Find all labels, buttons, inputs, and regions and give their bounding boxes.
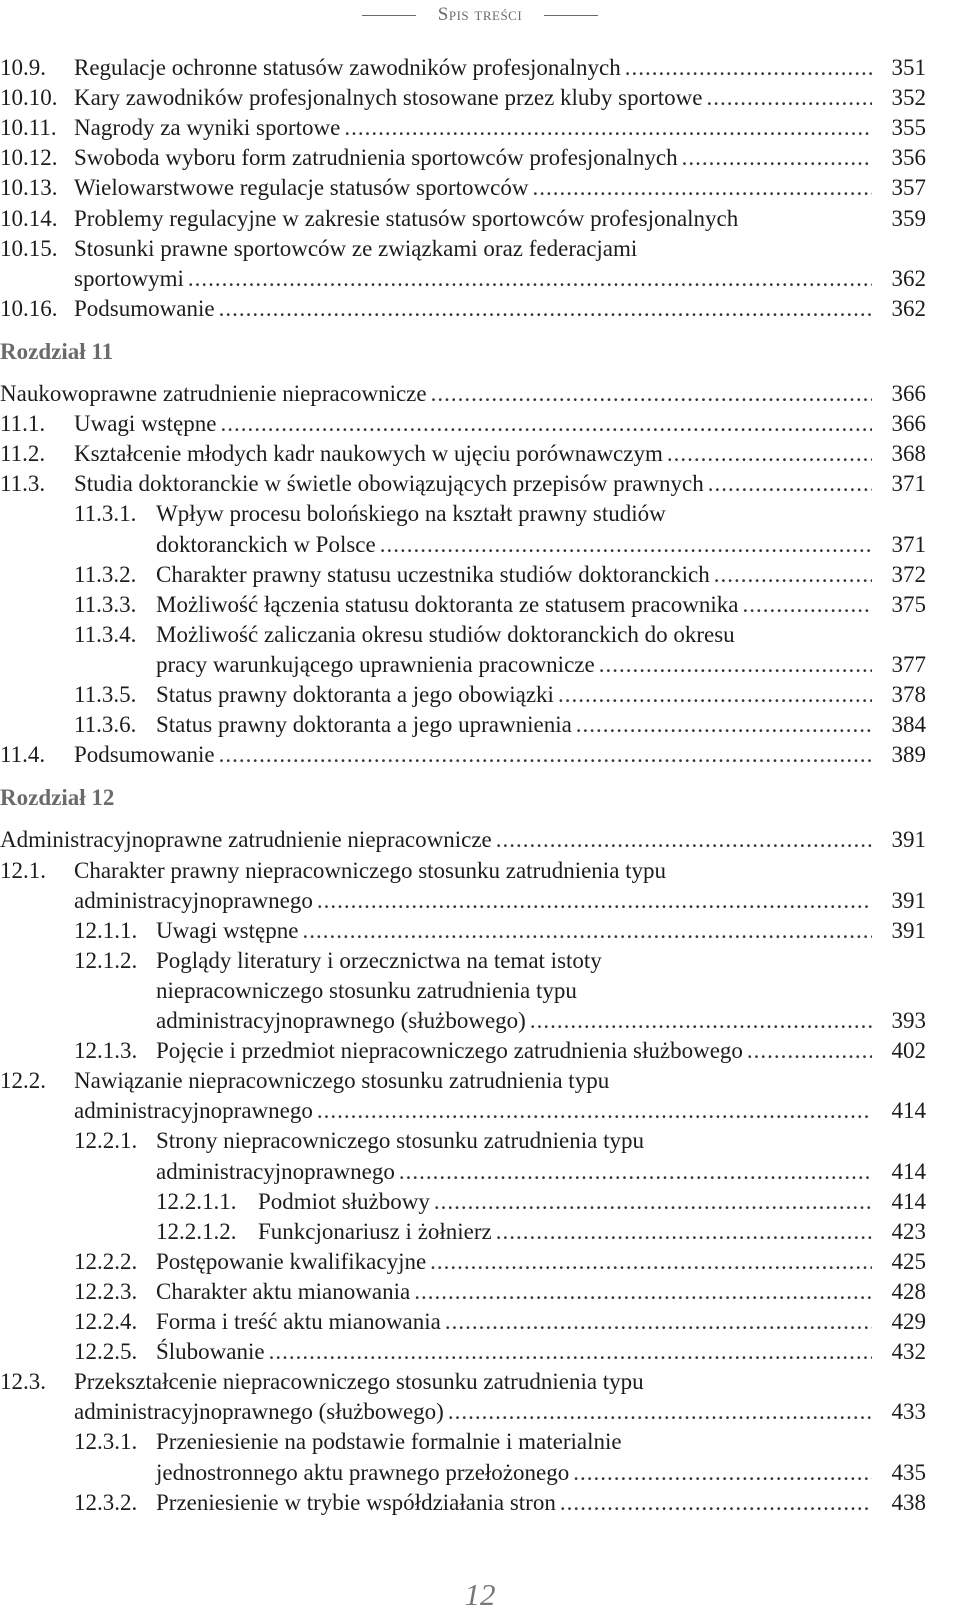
toc-entry-number: 11.4. [0,742,46,768]
toc-entry-page: 362 [891,265,926,291]
toc-entry-page: 438 [891,1489,926,1515]
toc-entry-title: Poglądy literatury i orzecznictwa na temat istoty [156,947,602,973]
leader-dots [742,589,872,620]
toc-entry-title: Status prawny doktoranta a jego obowiązki [156,682,554,707]
leader-dots [344,112,872,143]
toc-entry[interactable] [0,1216,960,1247]
toc-entry-page: 414 [891,1188,926,1214]
toc-entry[interactable] [0,1276,960,1307]
toc-entry-number: 10.15. [0,235,58,261]
toc-entry-title: administracyjnoprawnego [156,1158,395,1184]
toc-entry[interactable] [0,1095,960,1126]
toc-entry-page: 372 [891,561,926,587]
toc-entry-page: 432 [891,1339,926,1365]
toc-entry-title: Podsumowanie [74,742,215,768]
leader-dots [302,915,872,946]
toc-entry[interactable] [0,52,960,83]
toc-entry-page: 414 [891,1098,926,1124]
toc-entry[interactable] [0,739,960,770]
toc-entry-title: administracyjnoprawnego [74,1098,313,1124]
toc-entry-number: 12.1.3. [74,1038,138,1064]
leader-dots [431,378,872,409]
leader-dots [496,824,872,855]
toc-entry-number: 12.2.1.2. [156,1218,237,1244]
toc-entry[interactable] [0,619,960,650]
toc-entry[interactable] [0,885,960,916]
toc-entry-title: Podmiot służbowy [258,1188,430,1214]
toc-entry-page: 414 [891,1158,926,1184]
toc-entry-page: 391 [891,827,926,853]
leader-dots [445,1306,872,1337]
toc-entry-page: 429 [891,1309,926,1334]
toc-entry-number: 12.2.5. [74,1339,138,1365]
toc-entry-title: Administracyjnoprawne zatrudnienie niepracownicze [0,827,492,853]
leader-dots [317,1095,872,1126]
toc-entry-page: 366 [891,381,926,406]
toc-entry-page: 356 [891,145,926,171]
leader-dots [707,82,873,113]
toc-entry-title: Możliwość łączenia statusu doktoranta ze statusem pracownika [156,591,739,617]
toc-entry-page: 352 [891,85,926,111]
toc-entry-title: Przeniesienie na podstawie formalnie i materialnie [156,1429,622,1455]
leader-dots [714,559,872,590]
toc-entry[interactable] [0,589,960,620]
toc-entry-number: 10.9. [0,55,46,80]
leader-dots [667,438,872,469]
toc-entry-title: Strony niepracowniczego stosunku zatrudnienia typu [156,1128,644,1154]
toc-entry[interactable] [0,649,960,680]
leader-dots [448,1396,872,1427]
toc-entry-page: 391 [891,917,926,943]
toc-entry[interactable] [0,945,960,976]
toc-entry[interactable] [0,529,960,560]
toc-entry-title: Charakter prawny statusu uczestnika studiów doktoranckich [156,561,710,587]
leader-dots [399,1156,872,1187]
toc-entry[interactable] [0,1366,960,1397]
leader-dots [576,709,872,740]
toc-entry-number: 10.13. [0,175,58,201]
toc-entry-page: 435 [891,1459,926,1485]
toc-entry[interactable] [0,1246,960,1277]
toc-entry-number: 11.1. [0,411,46,437]
toc-entry-number: 11.3.2. [74,561,137,587]
leader-dots [708,468,872,499]
leader-dots [414,1276,872,1307]
toc-entry-number: 10.12. [0,145,58,171]
toc-entry-title: Podsumowanie [74,295,215,321]
toc-entry-title: administracyjnoprawnego [74,887,313,913]
leader-dots [496,1216,872,1247]
toc-entry[interactable] [0,1035,960,1066]
leader-dots [269,1336,872,1367]
toc-entry-title: Ślubowanie [156,1339,265,1365]
toc-entry-number: 10.10. [0,85,58,111]
toc-entry-page: 425 [891,1248,926,1274]
toc-entry-number: 12.2.2. [74,1248,138,1274]
toc-entry[interactable] [0,975,960,1006]
toc-entry-number: 12.1.2. [74,947,138,973]
toc-entry-title: Funkcjonariusz i żołnierz [258,1218,492,1244]
leader-dots [219,739,872,770]
toc-entry-number: 11.3.4. [74,621,137,647]
toc-entry-page: 351 [891,55,926,80]
toc-entry-number: 12.1. [0,857,46,883]
toc-entry-title: sportowymi [74,265,184,291]
toc-entry-title: Pojęcie i przedmiot niepracowniczego zatrudnienia służbowego [156,1038,743,1064]
toc-entry-page: 371 [891,471,926,497]
toc-entry-title: Uwagi wstępne [156,917,299,943]
toc-entry[interactable] [0,203,960,234]
toc-entry-number: 12.2.3. [74,1278,138,1304]
header-rule-left [362,15,416,16]
toc-entry[interactable] [0,1336,960,1367]
toc-entry[interactable] [0,1426,960,1457]
toc-entry-number: 11.3.1. [74,501,137,527]
toc-entry-title: Charakter aktu mianowania [156,1278,411,1304]
toc-entry-title: jednostronnego aktu prawnego przełożonego [156,1459,570,1485]
toc-entry[interactable] [0,1306,960,1337]
toc-entry[interactable] [0,498,960,529]
toc-entry-number: 11.3.5. [74,682,137,707]
toc-entry-page: 371 [891,531,926,557]
toc-entry-page: 375 [891,591,926,617]
toc-entry-title: Nagrody za wyniki sportowe [74,115,341,141]
toc-entry-page: 359 [891,205,926,231]
toc-entry-page: 355 [891,115,926,141]
toc-entry-page: 393 [891,1008,926,1033]
toc-entry-page: 378 [891,682,926,707]
toc-entry-title: Regulacje ochronne statusów zawodników profesjonalnych [74,55,621,80]
toc-entry-title: doktoranckich w Polsce [156,531,376,557]
leader-dots [530,1005,872,1036]
toc-entry-title: Nawiązanie niepracowniczego stosunku zatrudnienia typu [74,1068,610,1094]
running-header [0,0,960,30]
toc-entry[interactable] [0,1065,960,1096]
toc-entry-title: Wpływ procesu bolońskiego na kształt prawny studiów [156,501,666,527]
toc-entry-title: Forma i treść aktu mianowania [156,1309,441,1334]
toc-entry-page: 362 [891,295,926,321]
toc-entry[interactable] [0,408,960,439]
toc-entry-number: 12.3.1. [74,1429,138,1455]
toc-entry[interactable] [0,438,960,469]
toc-entry-page: 389 [891,742,926,768]
toc-entry-page: 357 [891,175,926,201]
toc-entry[interactable] [0,233,960,264]
toc-entry-number: 10.11. [0,115,57,141]
toc-entry-title: Stosunki prawne sportowców ze związkami oraz federacjami [74,235,638,261]
toc-entry[interactable] [0,1156,960,1187]
toc-entry[interactable] [0,1396,960,1427]
leader-dots [430,1246,872,1277]
toc-entry[interactable] [0,1125,960,1156]
toc-entry-number: 11.3.6. [74,712,137,738]
toc-entry-number: 12.2.4. [74,1309,138,1334]
leader-dots [560,1487,872,1518]
leader-dots [625,52,872,83]
toc-entry-title: Postępowanie kwalifikacyjne [156,1248,427,1274]
toc-entry-title: Wielowarstwowe regulacje statusów sportowców [74,175,529,201]
toc-entry-number: 11.2. [0,441,46,467]
leader-dots [532,172,872,203]
header-rule-right [544,15,598,16]
toc-entry[interactable] [0,82,960,113]
leader-dots [219,293,872,324]
toc-entry[interactable] [0,709,960,740]
toc-entry-title: niepracowniczego stosunku zatrudnienia typu [156,977,577,1003]
toc-entry-page: 391 [891,887,926,913]
toc-entry-title: Kary zawodników profesjonalnych stosowane przez kluby sportowe [74,85,703,111]
header-title: Spis treści [437,4,523,25]
toc-entry[interactable] [0,824,960,855]
toc-entry-number: 10.14. [0,205,58,231]
toc-entry[interactable] [0,293,960,324]
toc-entry-title: Przekształcenie niepracowniczego stosunku zatrudnienia typu [74,1369,644,1395]
toc-entry[interactable] [0,915,960,946]
toc-entry[interactable] [0,1005,960,1036]
toc-entry-title: Uwagi wstępne [74,411,217,437]
page-number: 12 [464,1577,496,1612]
toc-entry[interactable] [0,1487,960,1518]
leader-dots [682,142,872,173]
toc-entry-title: Swoboda wyboru form zatrudnienia sportowców profesjonalnych [74,145,678,171]
toc-entry[interactable] [0,1457,960,1488]
toc-entry-title: Kształcenie młodych kadr naukowych w ujęciu porównawczym [74,441,663,467]
leader-dots [317,885,872,916]
toc-entry-title: Problemy regulacyjne w zakresie statusów sportowców profesjonalnych [74,205,739,231]
leader-dots [220,408,872,439]
leader-dots [188,263,872,294]
toc-entry-title: Możliwość zaliczania okresu studiów doktoranckich do okresu [156,621,735,647]
chapter-heading: Rozdział 11 [0,338,114,364]
toc-entry-number: 12.3. [0,1369,46,1395]
toc-entry[interactable] [0,468,960,499]
toc-entry-page: 433 [891,1399,926,1425]
leader-dots [599,649,872,680]
toc-entry-number: 12.1.1. [74,917,138,943]
toc-entry-title: Charakter prawny niepracowniczego stosunku zatrudnienia typu [74,857,667,883]
toc-entry-page: 366 [891,411,926,437]
toc-entry-page: 423 [891,1218,926,1244]
toc-entry[interactable] [0,1186,960,1217]
toc-entry[interactable] [0,559,960,590]
leader-dots [573,1457,872,1488]
toc-entry[interactable] [0,263,960,294]
toc-entry-title: Przeniesienie w trybie współdziałania stron [156,1489,556,1515]
toc-entry[interactable] [0,112,960,143]
toc-entry[interactable] [0,172,960,203]
toc-entry[interactable] [0,679,960,710]
toc-entry[interactable] [0,855,960,886]
toc-entry-number: 12.2. [0,1068,46,1094]
toc-entry-title: Naukowoprawne zatrudnienie niepracownicze [0,381,427,406]
toc-entry-number: 10.16. [0,295,58,321]
toc-entry-number: 12.2.1. [74,1128,138,1154]
toc-entry-number: 11.3. [0,471,46,497]
toc-entry-title: Studia doktoranckie w świetle obowiązujących przepisów prawnych [74,471,704,497]
chapter-heading: Rozdział 12 [0,785,115,811]
leader-dots [434,1186,872,1217]
toc-entry-title: pracy warunkującego uprawnienia pracownicze [156,651,595,677]
leader-dots [747,1035,872,1066]
toc-entry-page: 377 [891,651,926,677]
toc-entry-number: 12.3.2. [74,1489,138,1515]
toc-entry-number: 12.2.1.1. [156,1188,237,1214]
toc-entry[interactable] [0,142,960,173]
toc-entry-title: administracyjnoprawnego (służbowego) [74,1399,444,1425]
toc-entry-page: 384 [891,712,926,738]
toc-entry-page: 368 [891,441,926,467]
leader-dots [558,679,872,710]
toc-entry-title: Status prawny doktoranta a jego uprawnienia [156,712,572,738]
toc-entry[interactable] [0,378,960,409]
leader-dots [380,529,872,560]
toc-entry-page: 402 [891,1038,926,1064]
toc-entry-page: 428 [891,1278,926,1304]
toc-entry-title: administracyjnoprawnego (służbowego) [156,1008,526,1033]
toc-entry-number: 11.3.3. [74,591,137,617]
